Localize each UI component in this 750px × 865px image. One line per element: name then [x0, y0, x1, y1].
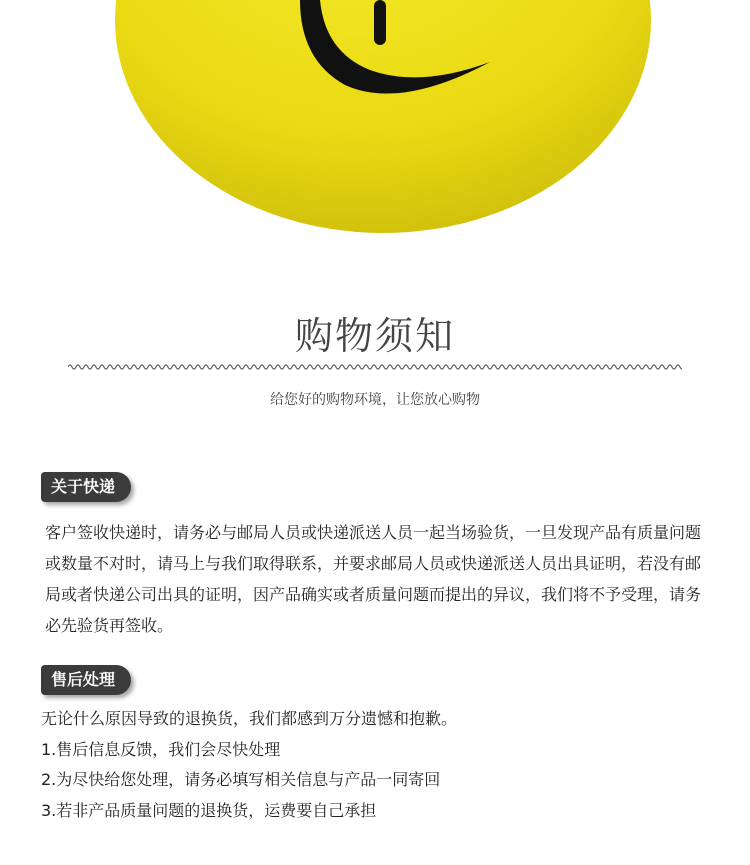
after-sales-list: [41, 704, 721, 826]
express-policy-text: 客户签收快递时，请务必与邮局人员或快递派送人员一起当场验货，一旦发现产品有质量问题或数量不对时，请马上与我们取得联系，并要求邮局人员或快递派送人员出具证明，若没有邮局或者快递公司出具的证明，因产品确实或者质量问题而提出的异议，我们将不予受理，请务必先验货再签收。: [45, 523, 702, 635]
product-photo: [0, 0, 750, 250]
wavy-divider: [68, 360, 682, 374]
section-tag-after-sales: 售后处理: [41, 665, 131, 695]
section-tag-express: 关于快递: [41, 472, 131, 502]
after-sales-item-2: 2.为尽快给您处理，请务必填写相关信息与产品一同寄回: [41, 770, 441, 789]
page-title: 购物须知: [294, 314, 455, 358]
after-sales-item-3: 3.若非产品质量问题的退换货，运费要自己承担: [41, 800, 377, 820]
after-sales-intro: 无论什么原因导致的退换货，我们都感到万分遗憾和抱歉。: [41, 709, 458, 728]
page-subtitle: 给您好的购物环境，让您放心购物: [270, 392, 480, 408]
smiley-ball-image: [0, 0, 750, 250]
after-sales-item-1: 1.售后信息反馈，我们会尽快处理: [41, 739, 281, 759]
